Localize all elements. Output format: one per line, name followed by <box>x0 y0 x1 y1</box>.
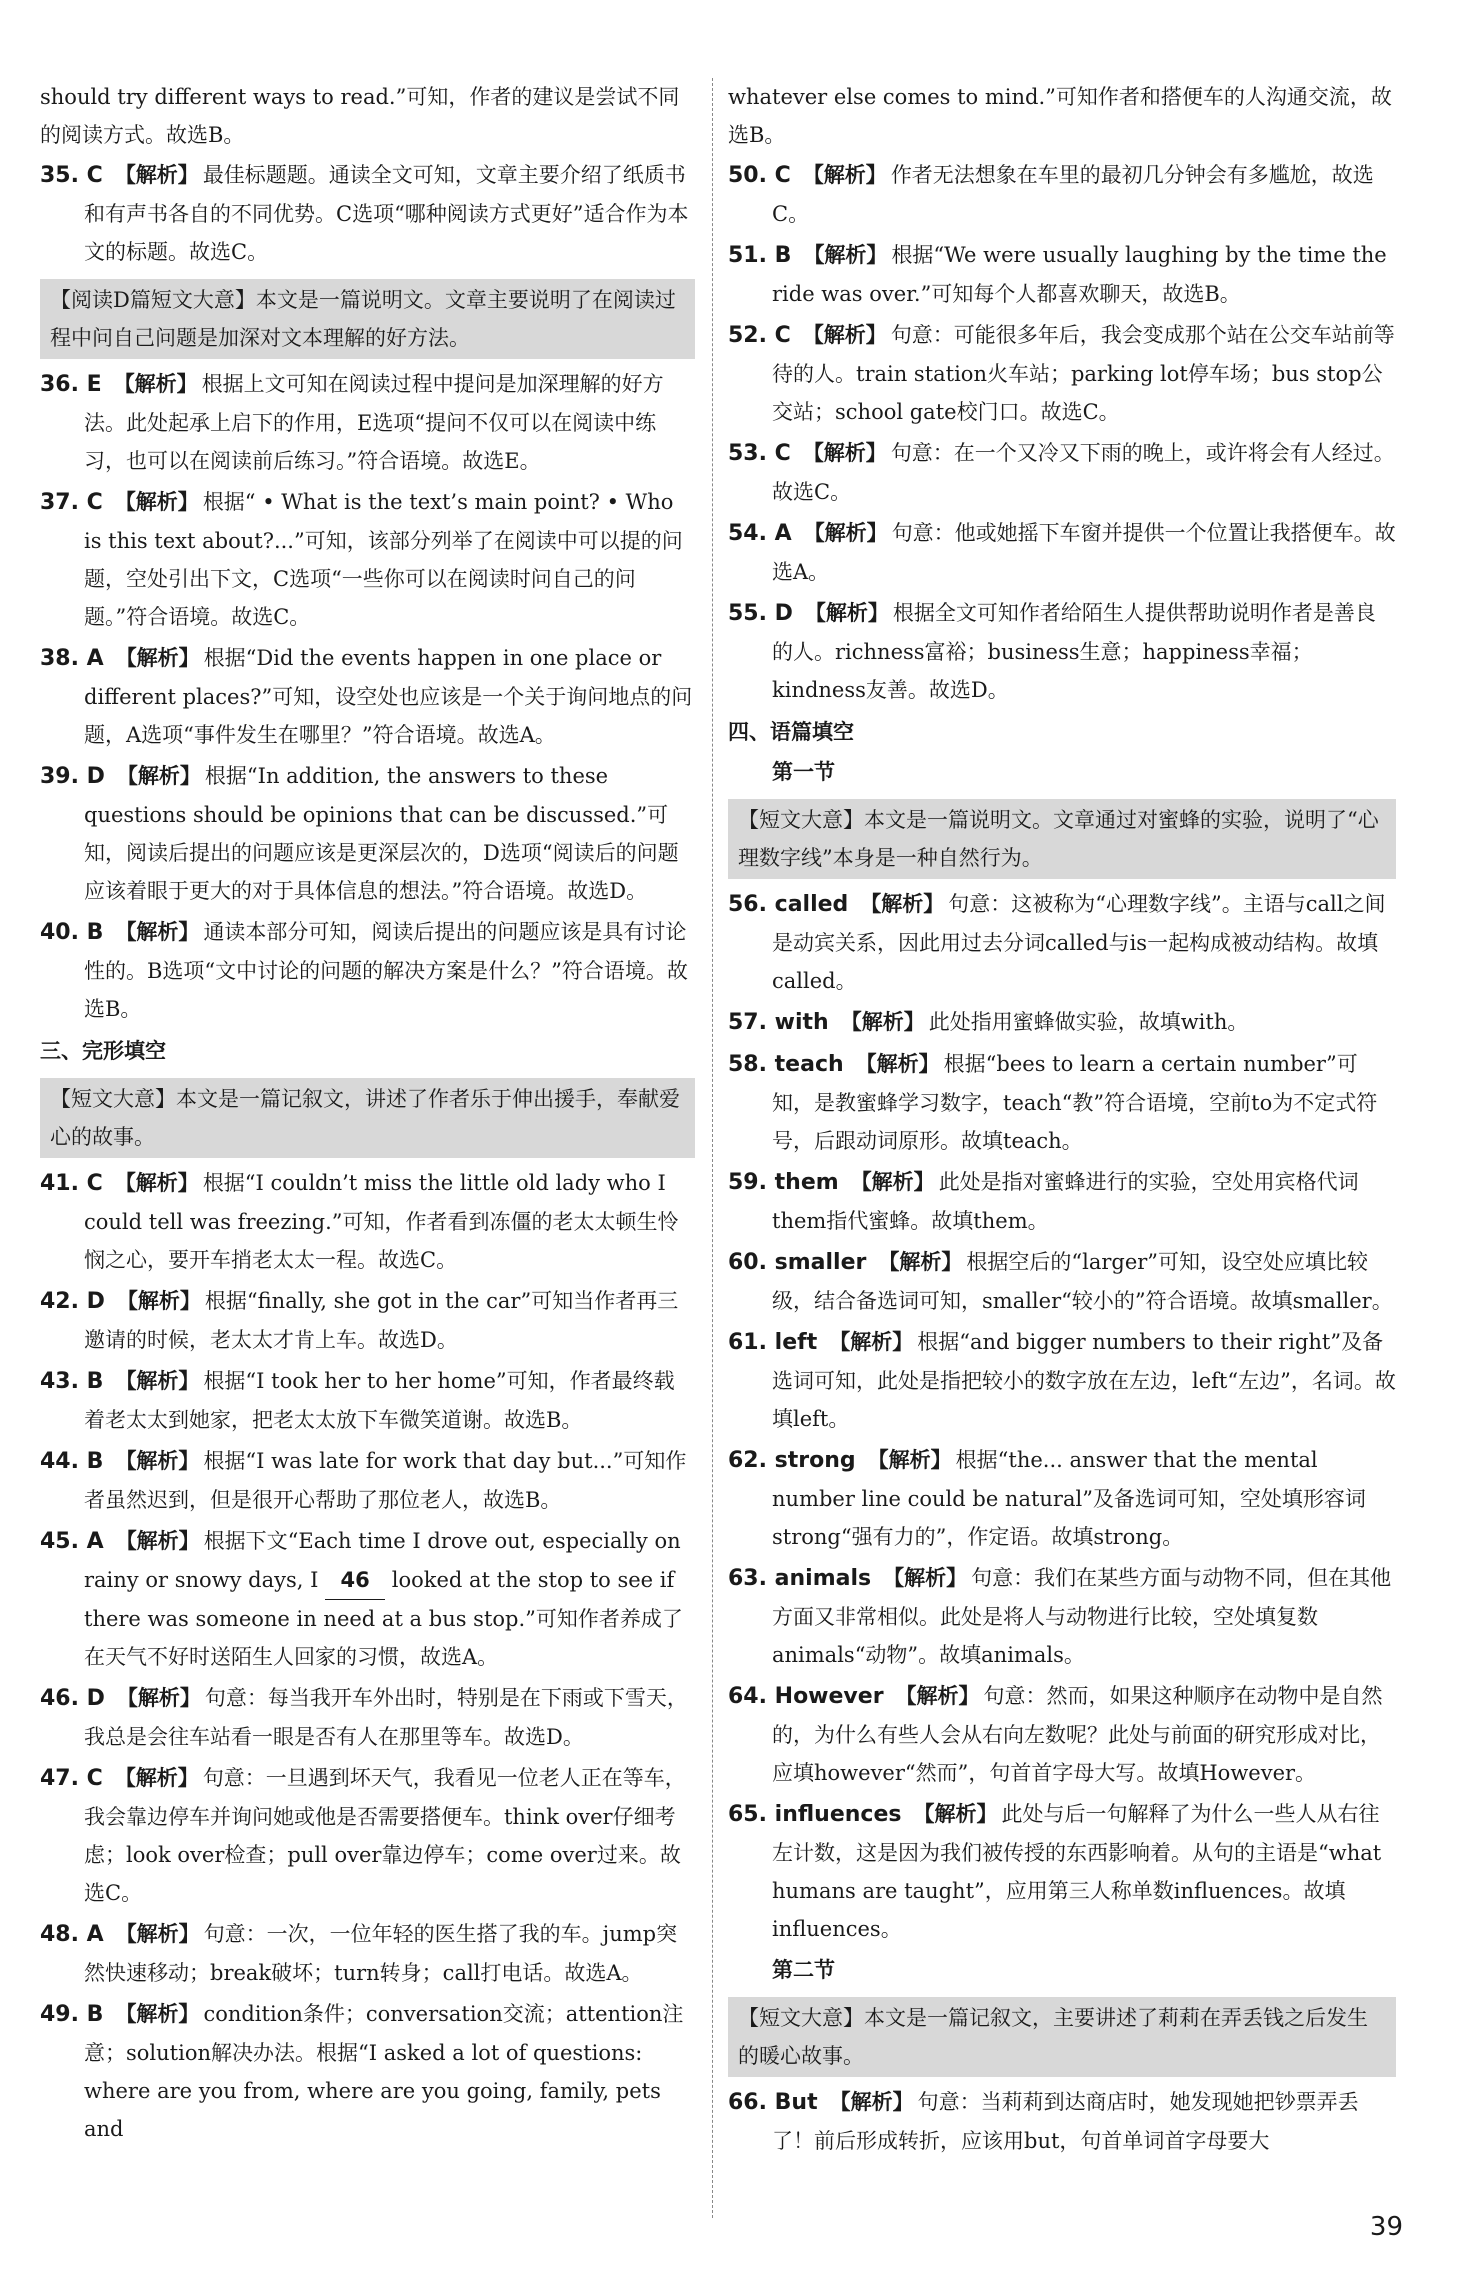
right-items-a <box>728 156 1396 709</box>
passage-2-summary: 【短文大意】本文是一篇记叙文，主要讲述了莉莉在弄丢钱之后发生的暖心故事。 <box>728 1997 1396 2077</box>
item-answer: 35. C <box>40 163 103 188</box>
item-answer: 41. C <box>40 1171 103 1196</box>
item-tag: 【解析】 <box>829 2089 914 2114</box>
answer-item-56 <box>728 885 1396 1000</box>
answer-item-57 <box>728 1003 1396 1042</box>
answer-item-46 <box>40 1679 695 1756</box>
item-tag: 【解析】 <box>116 1685 201 1710</box>
item-answer: 55. D <box>728 601 793 626</box>
answer-item-48 <box>40 1915 695 1992</box>
item-answer: 65. influences <box>728 1802 902 1827</box>
answer-item-42 <box>40 1282 695 1359</box>
answer-item-59 <box>728 1163 1396 1240</box>
item-tag: 【解析】 <box>115 1448 200 1473</box>
item-text: 根据“We were usually laughing by the time the ride was over.”可知每个人都喜欢聊天，故选B。 <box>772 243 1387 306</box>
item-text: 句意：在一个又冷又下雨的晚上，或许将会有人经过。故选C。 <box>772 441 1395 504</box>
answer-item-61 <box>728 1323 1396 1438</box>
answer-item-64 <box>728 1677 1396 1792</box>
item-tag: 【解析】 <box>115 1368 200 1393</box>
item-text: 句意：一旦遇到坏天气，我看见一位老人正在等车，我会靠边停车并询问她或他是否需要搭便车。think over仔细考虑；look over检查；pull over靠边停车；come over过来。故选C。 <box>84 1766 686 1905</box>
item-text: 此处指用蜜蜂做实验，故填with。 <box>928 1010 1249 1034</box>
answer-item-55 <box>728 594 1396 709</box>
item-answer: 61. left <box>728 1330 818 1355</box>
item-text: 根据全文可知作者给陌生人提供帮助说明作者是善良的人。richness富裕；business生意；happiness幸福；kindness友善。故选D。 <box>772 601 1376 702</box>
answer-item-44 <box>40 1442 695 1519</box>
item-text: 最佳标题题。通读全文可知，文章主要介绍了纸质书和有声书各自的不同优势。C选项“哪种阅读方式更好”适合作为本文的标题。故选C。 <box>84 163 689 264</box>
answer-item-38 <box>40 639 695 754</box>
item-tag: 【解析】 <box>114 1170 199 1195</box>
item-tag: 【解析】 <box>878 1249 963 1274</box>
answer-item-45 <box>40 1522 695 1676</box>
passage-1-summary: 【短文大意】本文是一篇说明文。文章通过对蜜蜂的实验，说明了“心理数字线”本身是一种自然行为。 <box>728 799 1396 879</box>
item-text: 通读本部分可知，阅读后提出的问题应该是具有讨论性的。B选项“文中讨论的问题的解决方案是什么？”符合语境。故选B。 <box>84 920 688 1021</box>
item-answer: 46. D <box>40 1686 105 1711</box>
item-answer: 43. B <box>40 1369 104 1394</box>
left-column <box>40 78 695 2151</box>
section-cloze-title: 三、完形填空 <box>40 1039 166 1063</box>
item-text: 根据下文“Each time I drove out, especially on rainy or snowy days, I <box>84 1529 681 1592</box>
answer-item-54 <box>728 514 1396 591</box>
item-tag: 【解析】 <box>114 1765 199 1790</box>
item-answer: 39. D <box>40 764 105 789</box>
item-text: 此处与后一句解释了为什么一些人从右往左计数，这是因为我们被传授的东西影响着。从句的主语是“what humans are taught”，应用第三人称单数influences。故填influences。 <box>772 1802 1382 1941</box>
item-answer: 40. B <box>40 920 104 945</box>
item-answer: 48. A <box>40 1922 104 1947</box>
item-answer: 60. smaller <box>728 1250 867 1275</box>
item-tag: 【解析】 <box>867 1447 952 1472</box>
right-items-b <box>728 885 1396 1948</box>
item-answer: 57. with <box>728 1010 829 1035</box>
answer-item-37 <box>40 483 695 636</box>
item-tag: 【解析】 <box>115 2001 200 2026</box>
item-tag: 【解析】 <box>116 1288 201 1313</box>
item-answer: 44. B <box>40 1449 104 1474</box>
item-tag: 【解析】 <box>115 1921 200 1946</box>
reading-d-summary: 【阅读D篇短文大意】本文是一篇说明文。文章主要说明了在阅读过程中问自己问题是加深对文本理解的好方法。 <box>40 279 695 359</box>
item-tag: 【解析】 <box>860 891 945 916</box>
item-tag: 【解析】 <box>850 1169 935 1194</box>
item-tag: 【解析】 <box>913 1801 998 1826</box>
item-answer: 50. C <box>728 163 791 188</box>
subsection-1-title: 第一节 <box>772 760 835 784</box>
answer-item-49 <box>40 1995 695 2148</box>
answer-item-43 <box>40 1362 695 1439</box>
subsection-2-title: 第二节 <box>772 1958 835 1982</box>
item-text: 根据“I couldn’t miss the little old lady who I could tell was freezing.”可知，作者看到冻僵的老太太顿生怜悯之心，要开车捎老太太一程。故选C。 <box>84 1171 679 1272</box>
item-answer: 37. C <box>40 490 103 515</box>
item-text: 句意：可能很多年后，我会变成那个站在公交车站前等待的人。train station火车站；parking lot停车场；bus stop公交站；school gate校门口。故选C。 <box>772 323 1395 424</box>
item-text: 句意：一次，一位年轻的医生搭了我的车。jump突然快速移动；break破坏；turn转身；call打电话。故选A。 <box>84 1922 678 1985</box>
answer-item-50 <box>728 156 1396 233</box>
item-text: 句意：他或她摇下车窗并提供一个位置让我搭便车。故选A。 <box>772 521 1396 584</box>
item-answer: 53. C <box>728 441 791 466</box>
item-answer: 59. them <box>728 1170 839 1195</box>
item-answer: 52. C <box>728 323 791 348</box>
answer-item-36 <box>40 365 695 480</box>
item-tag: 【解析】 <box>113 371 198 396</box>
left-intro: should try different ways to read.”可知，作者的建议是尝试不同的阅读方式。故选B。 <box>40 85 680 147</box>
answer-item-39 <box>40 757 695 910</box>
item-tag: 【解析】 <box>840 1009 925 1034</box>
item-text: 根据“I was late for work that day but...”可知作者虽然迟到，但是很开心帮助了那位老人，故选B。 <box>84 1449 687 1512</box>
column-divider <box>712 78 713 2218</box>
item-text: 句意：我们在某些方面与动物不同，但在其他方面又非常相似。此处是将人与动物进行比较，空处填复数animals“动物”。故填animals。 <box>772 1566 1392 1667</box>
blank-46: 46 <box>325 1561 385 1600</box>
answer-item-66 <box>728 2083 1396 2160</box>
item-tag: 【解析】 <box>115 1528 200 1553</box>
item-text: 根据“and bigger numbers to their right”及备选词可知，此处是指把较小的数字放在左边，left“左边”，名词。故填left。 <box>772 1330 1396 1431</box>
left-items-c <box>40 1164 695 1519</box>
item-text: 句意：这被称为“心理数字线”。主语与call之间是动宾关系，因此用过去分词called与is一起构成被动结构。故填called。 <box>772 892 1386 993</box>
item-tag: 【解析】 <box>803 242 888 267</box>
item-tag: 【解析】 <box>115 919 200 944</box>
item-text: 根据上文可知在阅读过程中提问是加深理解的好方法。此处起承上启下的作用，E选项“提问不仅可以在阅读中练习，也可以在阅读前后练习。”符合语境。故选E。 <box>84 372 664 473</box>
item-answer: 47. C <box>40 1766 103 1791</box>
item-tag: 【解析】 <box>804 600 889 625</box>
answer-item-65 <box>728 1795 1396 1948</box>
item-answer: 56. called <box>728 892 849 917</box>
answer-item-63 <box>728 1559 1396 1674</box>
answer-item-47 <box>40 1759 695 1912</box>
item-tag: 【解析】 <box>802 322 887 347</box>
item-answer: 45. A <box>40 1529 104 1554</box>
item-answer: 54. A <box>728 521 792 546</box>
item-tag: 【解析】 <box>116 763 201 788</box>
item-answer: 58. teach <box>728 1052 844 1077</box>
answer-item-51 <box>728 236 1396 313</box>
item-text: condition条件；conversation交流；attention注意；solution解决办法。根据“I asked a lot of questions: where are you from, where are you going, family, pets and <box>84 2002 684 2141</box>
item-answer: 64. However <box>728 1684 884 1709</box>
answer-item-62 <box>728 1441 1396 1556</box>
item-text: 根据“bees to learn a certain number”可知，是教蜜蜂学习数字，teach“教”符合语境，空前to为不定式符号，后跟动词原形。故填teach。 <box>772 1052 1378 1153</box>
item-answer: 36. E <box>40 372 102 397</box>
item-text: 根据“In addition, the answers to these questions should be opinions that can be discussed.”可知，阅读后提出的问题应该是更深层次的，D选项“阅读后的问题应该着眼于更大的对于具体信息的想法。”符合语境。故选D。 <box>84 764 679 903</box>
answer-item-58 <box>728 1045 1396 1160</box>
item-text: 句意：然而，如果这种顺序在动物中是自然的，为什么有些人会从右向左数呢？此处与前面的研究形成对比，应填however“然而”，句首首字母大写。故填However。 <box>772 1684 1383 1785</box>
item-tag: 【解析】 <box>895 1683 980 1708</box>
answer-item-60 <box>728 1243 1396 1320</box>
item-tag: 【解析】 <box>114 162 199 187</box>
item-tag: 【解析】 <box>883 1565 968 1590</box>
page-number: 39 <box>1369 2212 1403 2242</box>
item-text-cont: looked at the stop to see if there was someone in need at a bus stop.”可知作者养成了在天气不好时送陌生人回家的习惯，故选A。 <box>84 1568 683 1669</box>
right-intro: whatever else comes to mind.”可知作者和搭便车的人沟通交流，故选B。 <box>728 85 1392 147</box>
item-tag: 【解析】 <box>115 645 200 670</box>
item-answer: 38. A <box>40 646 104 671</box>
item-tag: 【解析】 <box>855 1051 940 1076</box>
answer-item-53 <box>728 434 1396 511</box>
answer-item-35 <box>40 156 695 271</box>
item-answer: 66. But <box>728 2090 818 2115</box>
item-text: 句意：当莉莉到达商店时，她发现她把钞票弄丢了！前后形成转折，应该用but，句首单词首字母要大 <box>772 2090 1359 2153</box>
item-tag: 【解析】 <box>802 162 887 187</box>
item-text: 作者无法想象在车里的最初几分钟会有多尴尬，故选C。 <box>772 163 1374 226</box>
item-text: 根据“ • What is the text’s main point? • Who is this text about?...”可知，该部分列举了在阅读中可以提的问题，空处引出下文，C选项“一些你可以在阅读时问自己的问题。”符合语境。故选C。 <box>84 490 683 629</box>
item-text: 根据“Did the events happen in one place or different places?”可知，设空处也应该是一个关于询问地点的问题，A选项“事件发生在哪里？”符合语境。故选A。 <box>84 646 693 747</box>
item-answer: 62. strong <box>728 1448 856 1473</box>
item-tag: 【解析】 <box>803 520 888 545</box>
item-tag: 【解析】 <box>802 440 887 465</box>
answer-item-41 <box>40 1164 695 1279</box>
left-items-d <box>40 1679 695 2148</box>
answer-item-40 <box>40 913 695 1028</box>
right-column <box>728 78 1396 2163</box>
left-items-a <box>40 156 695 271</box>
item-text: 根据“finally, she got in the car”可知当作者再三邀请的时候，老太太才肯上车。故选D。 <box>84 1289 679 1352</box>
item-tag: 【解析】 <box>829 1329 914 1354</box>
answer-item-52 <box>728 316 1396 431</box>
item-tag: 【解析】 <box>114 489 199 514</box>
item-answer: 63. animals <box>728 1566 872 1591</box>
item-answer: 51. B <box>728 243 792 268</box>
item-text: 句意：每当我开车外出时，特别是在下雨或下雪天，我总是会往车站看一眼是否有人在那里等车。故选D。 <box>84 1686 688 1749</box>
cloze-summary: 【短文大意】本文是一篇记叙文，讲述了作者乐于伸出援手，奉献爱心的故事。 <box>40 1078 695 1158</box>
section-passage-title: 四、语篇填空 <box>728 720 854 744</box>
left-items-b <box>40 365 695 1028</box>
item-answer: 42. D <box>40 1289 105 1314</box>
item-text: 根据“I took her to her home”可知，作者最终载着老太太到她家，把老太太放下车微笑道谢。故选B。 <box>84 1369 675 1432</box>
item-text: 此处是指对蜜蜂进行的实验，空处用宾格代词them指代蜜蜂。故填them。 <box>772 1170 1359 1233</box>
item-answer: 49. B <box>40 2002 104 2027</box>
item-text: 根据空后的“larger”可知，设空处应填比较级，结合备选词可知，smaller“较小的”符合语境。故填smaller。 <box>772 1250 1393 1313</box>
item-text: 根据“the... answer that the mental number line could be natural”及备选词可知，空处填形容词strong“强有力的”，作定语。故填strong。 <box>772 1448 1366 1549</box>
